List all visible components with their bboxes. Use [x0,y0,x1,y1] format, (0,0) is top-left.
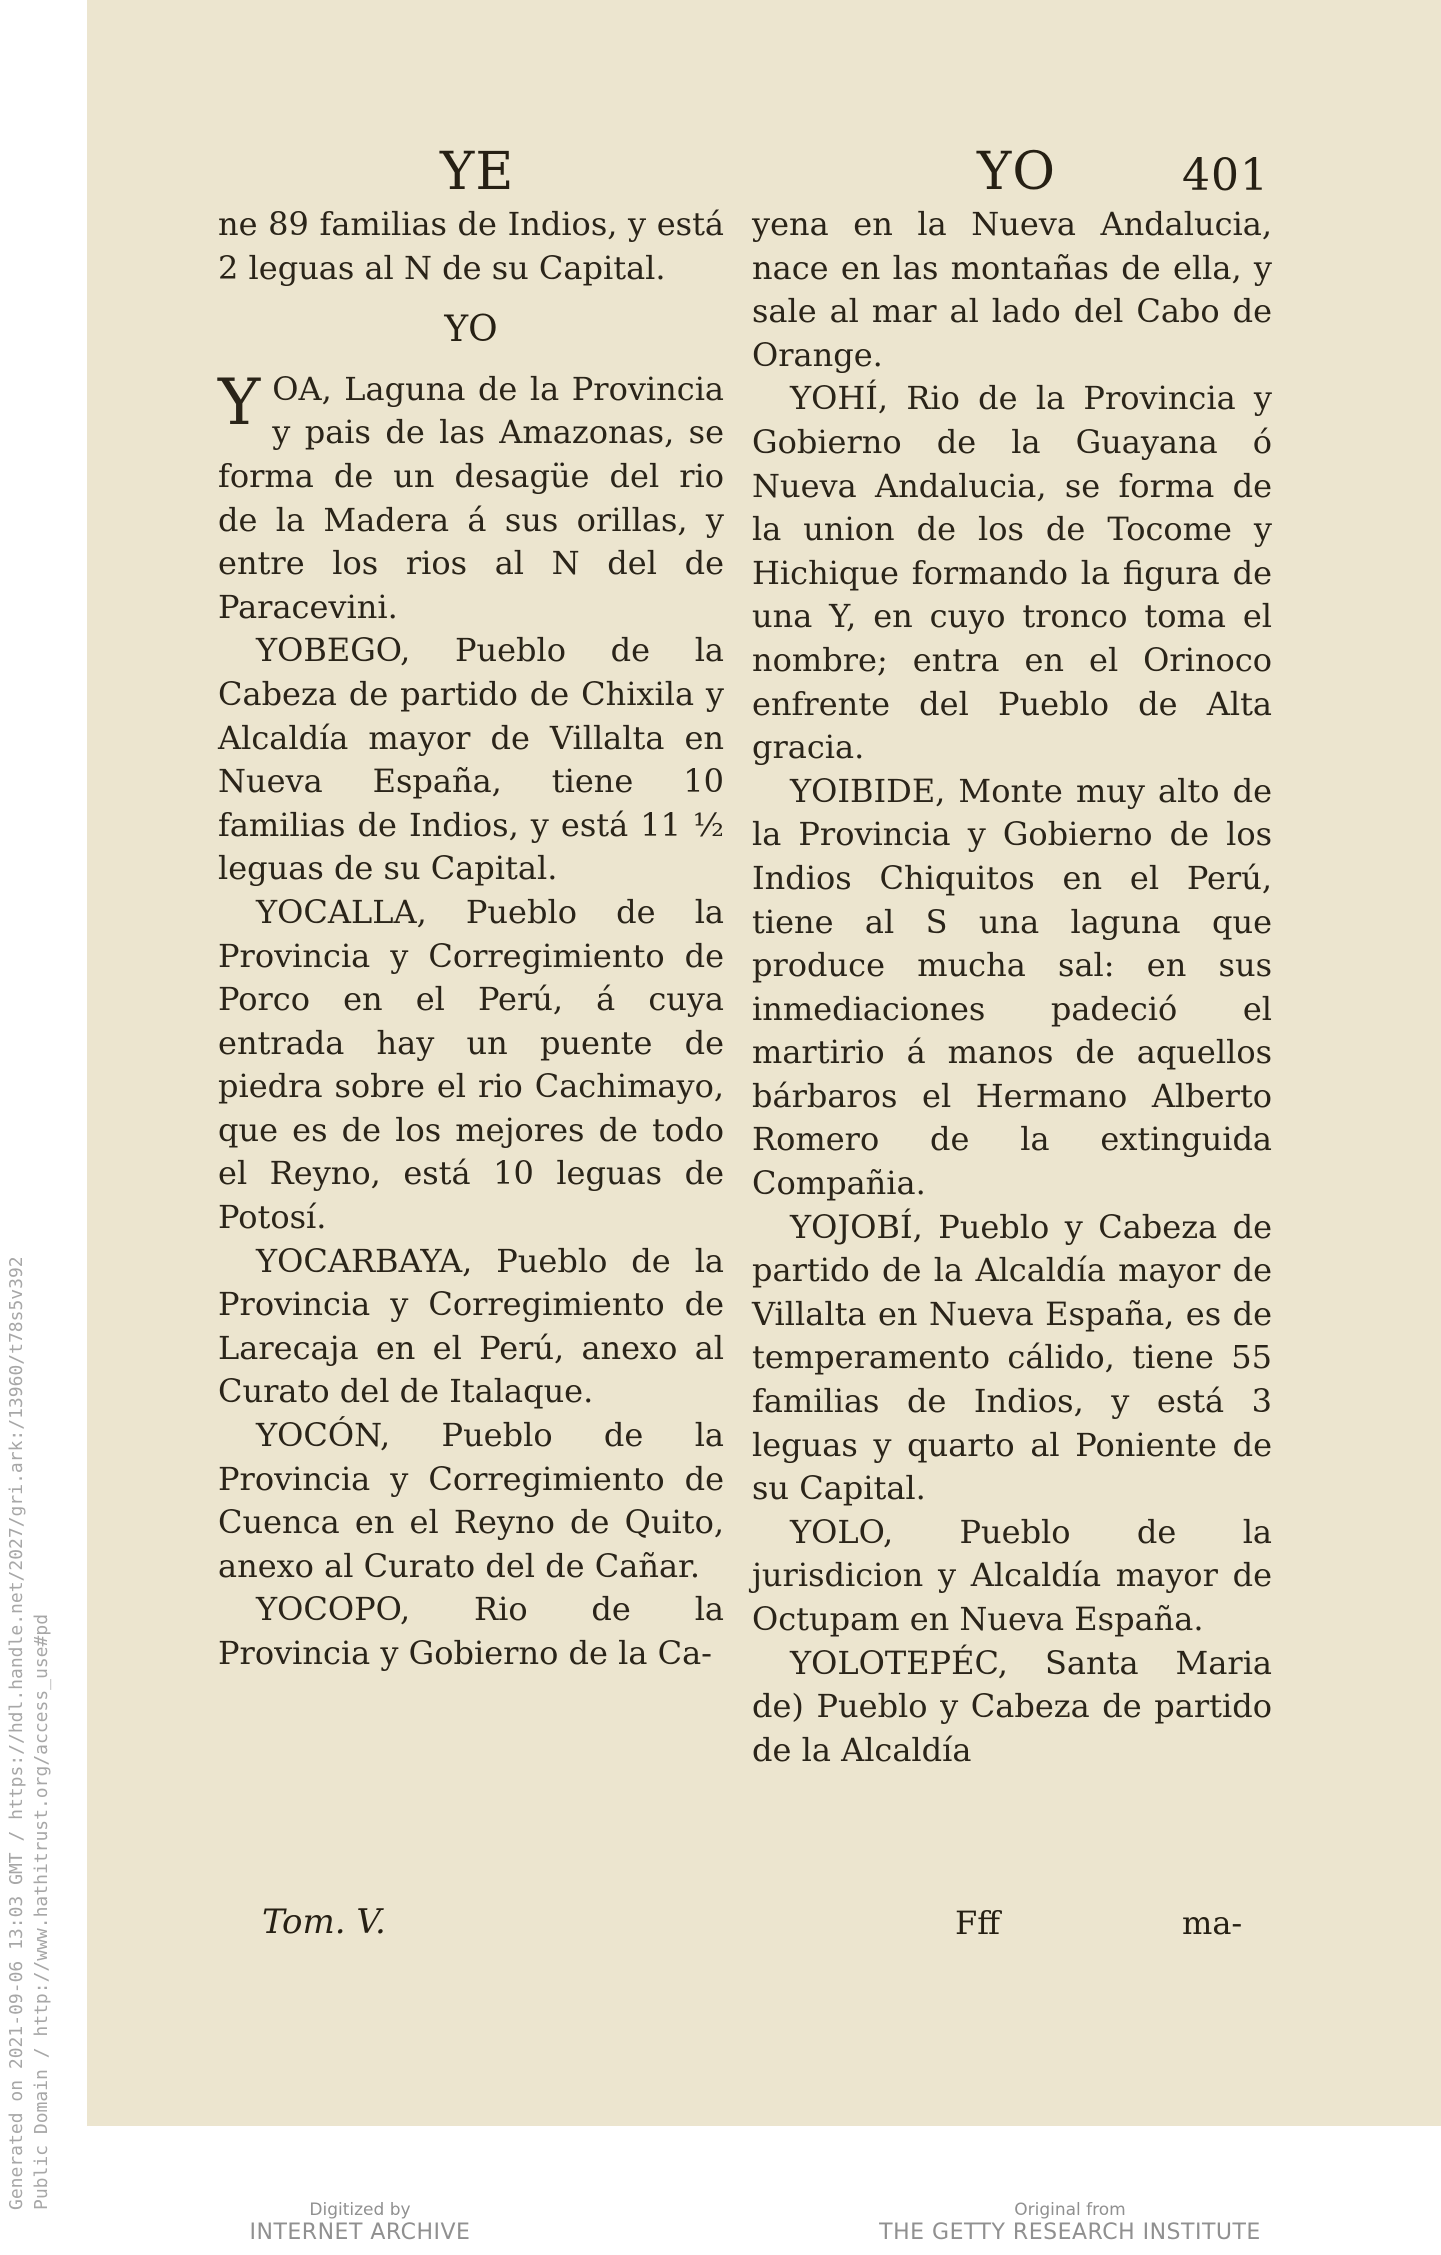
running-head-left: YE [440,142,515,202]
section-heading: YO [444,309,498,351]
entry-yocopo: YOCOPO, Rio de la Provincia y Gobierno de la Ca- [218,1590,724,1672]
entry-yocarbaya: YOCARBAYA, Pueblo de la Provincia y Corregimiento de Larecaja en el Perú, anexo al Curato del de Italaque. [218,1241,724,1411]
volume-footer: Tom. V. [262,1902,386,1942]
entry-yolotepec: YOLOTEPÉC, Santa Maria de) Pueblo y Cabeza de partido de la Alcaldía [752,1643,1272,1769]
entry-yohi: YOHÍ, Rio de la Provincia y Gobierno de la Guayana ó Nueva Andalucia, se forma de la union de los de Tocome y Hichique formando la figura de una Y, en cuyo tronco toma el nombre; entra en el Orinoco enfrente del Pueblo de Alta gracia. [752,379,1272,767]
entry-yoa [218,365,724,630]
entry-yobego: YOBEGO, Pueblo de la Cabeza de partido de Chixila y Alcaldía mayor de Villalta en Nueva España, tiene 10 familias de Indios, y está 11 ½ leguas de su Capital. [218,631,724,888]
entry-yocon: YOCÓN, Pueblo de la Provincia y Corregimiento de Cuenca en el Reyno de Quito, anexo al Curato del de Cañar. [218,1416,724,1585]
original-from-label: Original from [1014,2200,1126,2220]
hathitrust-stamp [4,1256,54,2210]
left-intro: ne 89 familias de Indios, y está 2 leguas al N de su Capital. [218,205,724,287]
stamp-line-2: Public Domain / http://www.hathitrust.org/access_use#pd [31,1613,52,2210]
entry-yocopo-cont: yena en la Nueva Andalucia, nace en las montañas de ella, y sale al mar al lado del Cabo de Orange. [752,205,1272,374]
running-head-right: YO [977,142,1056,202]
entry-text: OA, Laguna de la Provincia y pais de las Amazonas, se forma de un desagüe del rio de la Madera á sus orillas, y entre los rios al N del de Paracevini. [218,369,724,626]
internet-archive-label: INTERNET ARCHIVE [249,2220,471,2245]
entry-yojobi: YOJOBÍ, Pueblo y Cabeza de partido de la Alcaldía mayor de Villalta en Nueva España, es de temperamento cálido, tiene 55 familias de Indios, y está 3 leguas y quarto al Poniente de su Capital. [752,1207,1272,1508]
signature-mark: Fff [955,1904,1000,1942]
catchword: ma- [1182,1904,1243,1942]
getty-label: THE GETTY RESEARCH INSTITUTE [879,2220,1261,2245]
drop-cap: Y [218,365,261,440]
original-from [860,2200,1280,2245]
stamp-line-1: Generated on 2021-09-06 13:03 GMT / https://hdl.handle.net/2027/gri.ark:/13960/t78s5v392 [6,1256,27,2210]
digitized-by-label: Digitized by [309,2200,411,2220]
entry-yocalla: YOCALLA, Pueblo de la Provincia y Corregimiento de Porco en el Perú, á cuya entrada hay un puente de piedra sobre el rio Cachimayo, que es de los mejores de todo el Reyno, está 10 leguas de Potosí. [218,892,724,1237]
digitized-by [210,2200,510,2245]
left-column [218,203,724,1676]
right-column [752,203,1272,1772]
page-number: 401 [1182,150,1269,201]
entry-yolo: YOLO, Pueblo de la jurisdicion y Alcaldía mayor de Octupam en Nueva España. [752,1512,1272,1638]
entry-yoibide: YOIBIDE, Monte muy alto de la Provincia y Gobierno de los Indios Chiquitos en el Perú, tiene al S una laguna que produce mucha sal: en sus inmediaciones padeció el martirio á manos de aquellos bárbaros el Hermano Alberto Romero de la extinguida Compañia. [752,771,1272,1203]
